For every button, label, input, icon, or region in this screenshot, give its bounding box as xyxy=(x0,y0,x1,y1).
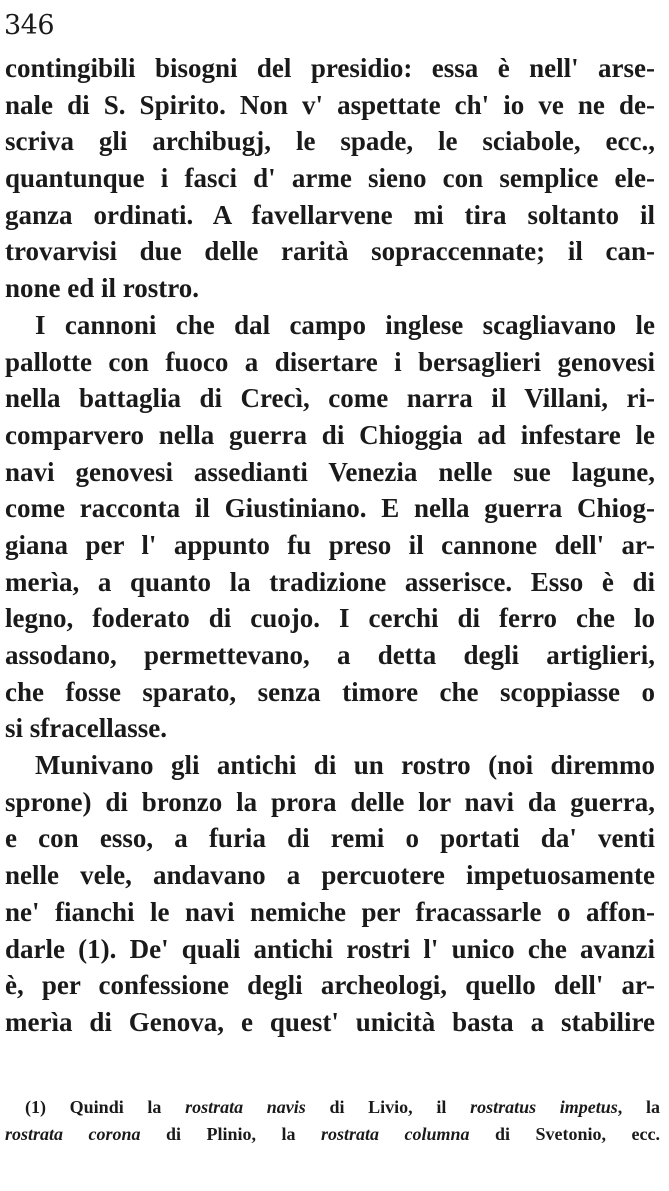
text-line: legno, foderato di cuojo. I cerchi di ferro che lo xyxy=(5,603,655,634)
text-line: come racconta il Giustiniano. E nella guerra Chiog- xyxy=(5,493,655,524)
footnote-text: di Plinio, la xyxy=(140,1124,321,1144)
footnote-italic: rostratus impetus xyxy=(470,1097,618,1117)
body-text xyxy=(5,50,655,1041)
text-line: assodano, permettevano, a detta degli artiglieri, xyxy=(5,640,655,670)
text-line: giana per l' appunto fu preso il cannone dell' ar- xyxy=(5,529,655,560)
text-line: è, per confessione degli archeologi, quello dell' ar- xyxy=(5,970,655,1001)
text-line: e con esso, a furia di remi o portati da' venti xyxy=(5,823,655,854)
text-line: quantunque i fasci d' arme sieno con semplice ele- xyxy=(5,163,655,194)
paragraph-3 xyxy=(5,747,655,1041)
footnote-text: di Svetonio, ecc. xyxy=(469,1124,660,1144)
text-line: ne' fianchi le navi nemiche per fracassarle o affon- xyxy=(5,896,655,927)
footnote xyxy=(5,1094,660,1148)
footnote-italic: rostrata columna xyxy=(321,1124,470,1144)
footnote-text: di Livio, il xyxy=(305,1097,471,1117)
footnote-italic: rostrata navis xyxy=(185,1097,306,1117)
paragraph-2 xyxy=(5,307,655,747)
page-number: 346 xyxy=(4,10,55,41)
footnote-text: , la xyxy=(617,1097,660,1117)
text-line: nella battaglia di Crecì, come narra il Villani, ri- xyxy=(5,383,655,414)
text-line: I cannoni che dal campo inglese scagliavano le xyxy=(35,309,655,340)
text-line: darle (1). De' quali antichi rostri l' unico che avanzi xyxy=(5,933,655,964)
text-line: ganza ordinati. A favellarvene mi tira soltanto il xyxy=(5,199,655,230)
text-line: merìa, a quanto la tradizione asserisce. Esso è di xyxy=(5,566,655,597)
text-line: navi genovesi assedianti Venezia nelle sue lagune, xyxy=(5,456,655,487)
text-line: merìa di Genova, e quest' unicità basta a stabilire xyxy=(5,1006,655,1037)
text-line: comparvero nella guerra di Chioggia ad infestare le xyxy=(5,419,655,450)
text-line: nale di S. Spirito. Non v' aspettate ch' io ve ne de- xyxy=(5,89,655,120)
text-line: Munivano gli antichi di un rostro (noi diremmo xyxy=(35,750,655,781)
paragraph-1 xyxy=(5,50,655,307)
text-line: contingibili bisogni del presidio: essa è nell' arse- xyxy=(5,53,655,83)
footnote-line xyxy=(5,1094,660,1121)
footnote-line xyxy=(5,1121,660,1148)
text-line: sprone) di bronzo la prora delle lor navi da guerra, xyxy=(5,786,655,817)
text-line: si sfracellasse. xyxy=(5,713,167,744)
text-line: scriva gli archibugj, le spade, le sciabole, ecc., xyxy=(5,126,655,157)
text-line: nelle vele, andavano a percuotere impetuosamente xyxy=(5,860,655,891)
text-line: pallotte con fuoco a disertare i bersaglieri genovesi xyxy=(5,346,655,377)
text-line: trovarvisi due delle rarità sopraccennate; il can- xyxy=(5,236,655,267)
footnote-text: (1) Quindi la xyxy=(25,1097,186,1117)
text-line: che fosse sparato, senza timore che scoppiasse o xyxy=(5,676,655,707)
text-line: none ed il rostro. xyxy=(5,273,200,304)
footnote-italic: rostrata corona xyxy=(5,1124,141,1144)
